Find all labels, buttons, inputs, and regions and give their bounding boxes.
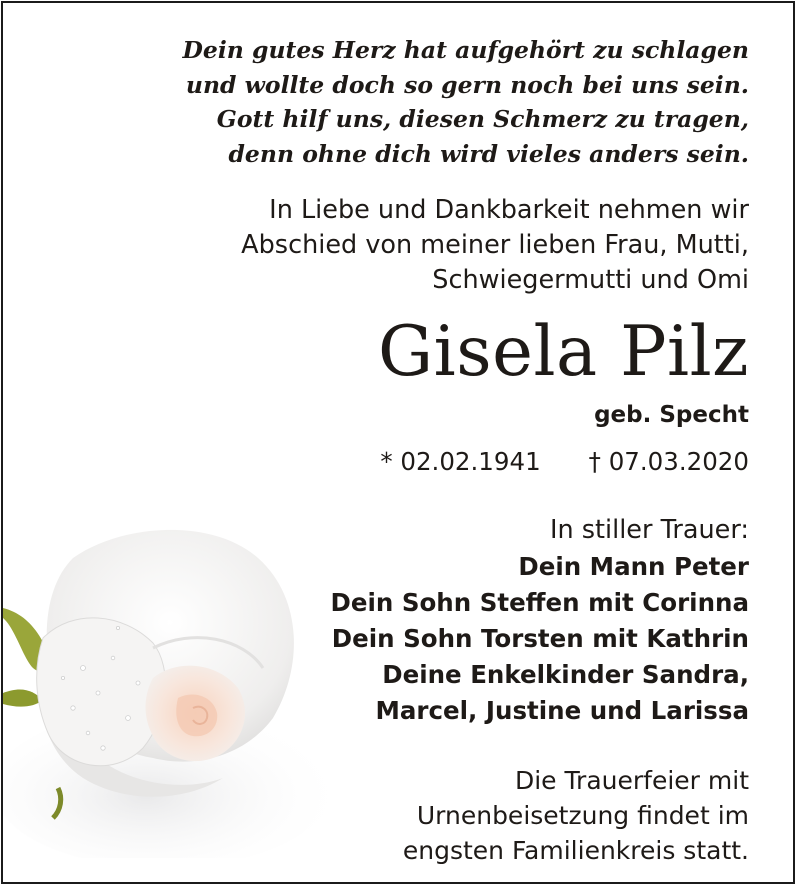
- poem-line: Gott hilf uns, diesen Schmerz zu tragen,: [216, 105, 749, 133]
- memorial-poem: [182, 33, 749, 171]
- ceremony-line: Urnenbeisetzung findet im: [416, 801, 749, 830]
- mourning-heading: In stiller Trauer:: [549, 515, 749, 545]
- life-dates: [380, 445, 749, 479]
- farewell-intro: [241, 193, 749, 298]
- ceremony-line: Die Trauerfeier mit: [514, 766, 749, 795]
- ceremony-line: engsten Familienkreis statt.: [402, 836, 749, 865]
- obituary-card: [1, 1, 795, 884]
- mourner-line: Deine Enkelkinder Sandra,: [382, 660, 749, 689]
- maiden-name: geb. Specht: [594, 402, 749, 428]
- mourner-line: Dein Sohn Torsten mit Kathrin: [331, 624, 749, 653]
- poem-line: Dein gutes Herz hat aufgehört zu schlagen: [182, 36, 749, 64]
- intro-line: Schwiegermutti und Omi: [432, 265, 749, 295]
- mourners-list: [331, 549, 750, 729]
- death-date: † 07.03.2020: [588, 447, 749, 476]
- deceased-name: Gisela Pilz: [378, 312, 749, 392]
- intro-line: In Liebe und Dankbarkeit nehmen wir: [269, 195, 749, 225]
- intro-line: Abschied von meiner lieben Frau, Mutti,: [241, 230, 749, 260]
- mourner-line: Marcel, Justine und Larissa: [375, 696, 749, 725]
- white-rose-image: [3, 518, 333, 858]
- poem-line: und wollte doch so gern noch bei uns sein.: [185, 70, 749, 99]
- mourner-line: Dein Sohn Steffen mit Corinna: [330, 588, 749, 617]
- birth-date: * 02.02.1941: [380, 447, 541, 476]
- ceremony-notice: [403, 763, 749, 868]
- mourner-line: Dein Mann Peter: [518, 552, 749, 581]
- poem-line: denn ohne dich wird vieles anders sein.: [228, 139, 749, 168]
